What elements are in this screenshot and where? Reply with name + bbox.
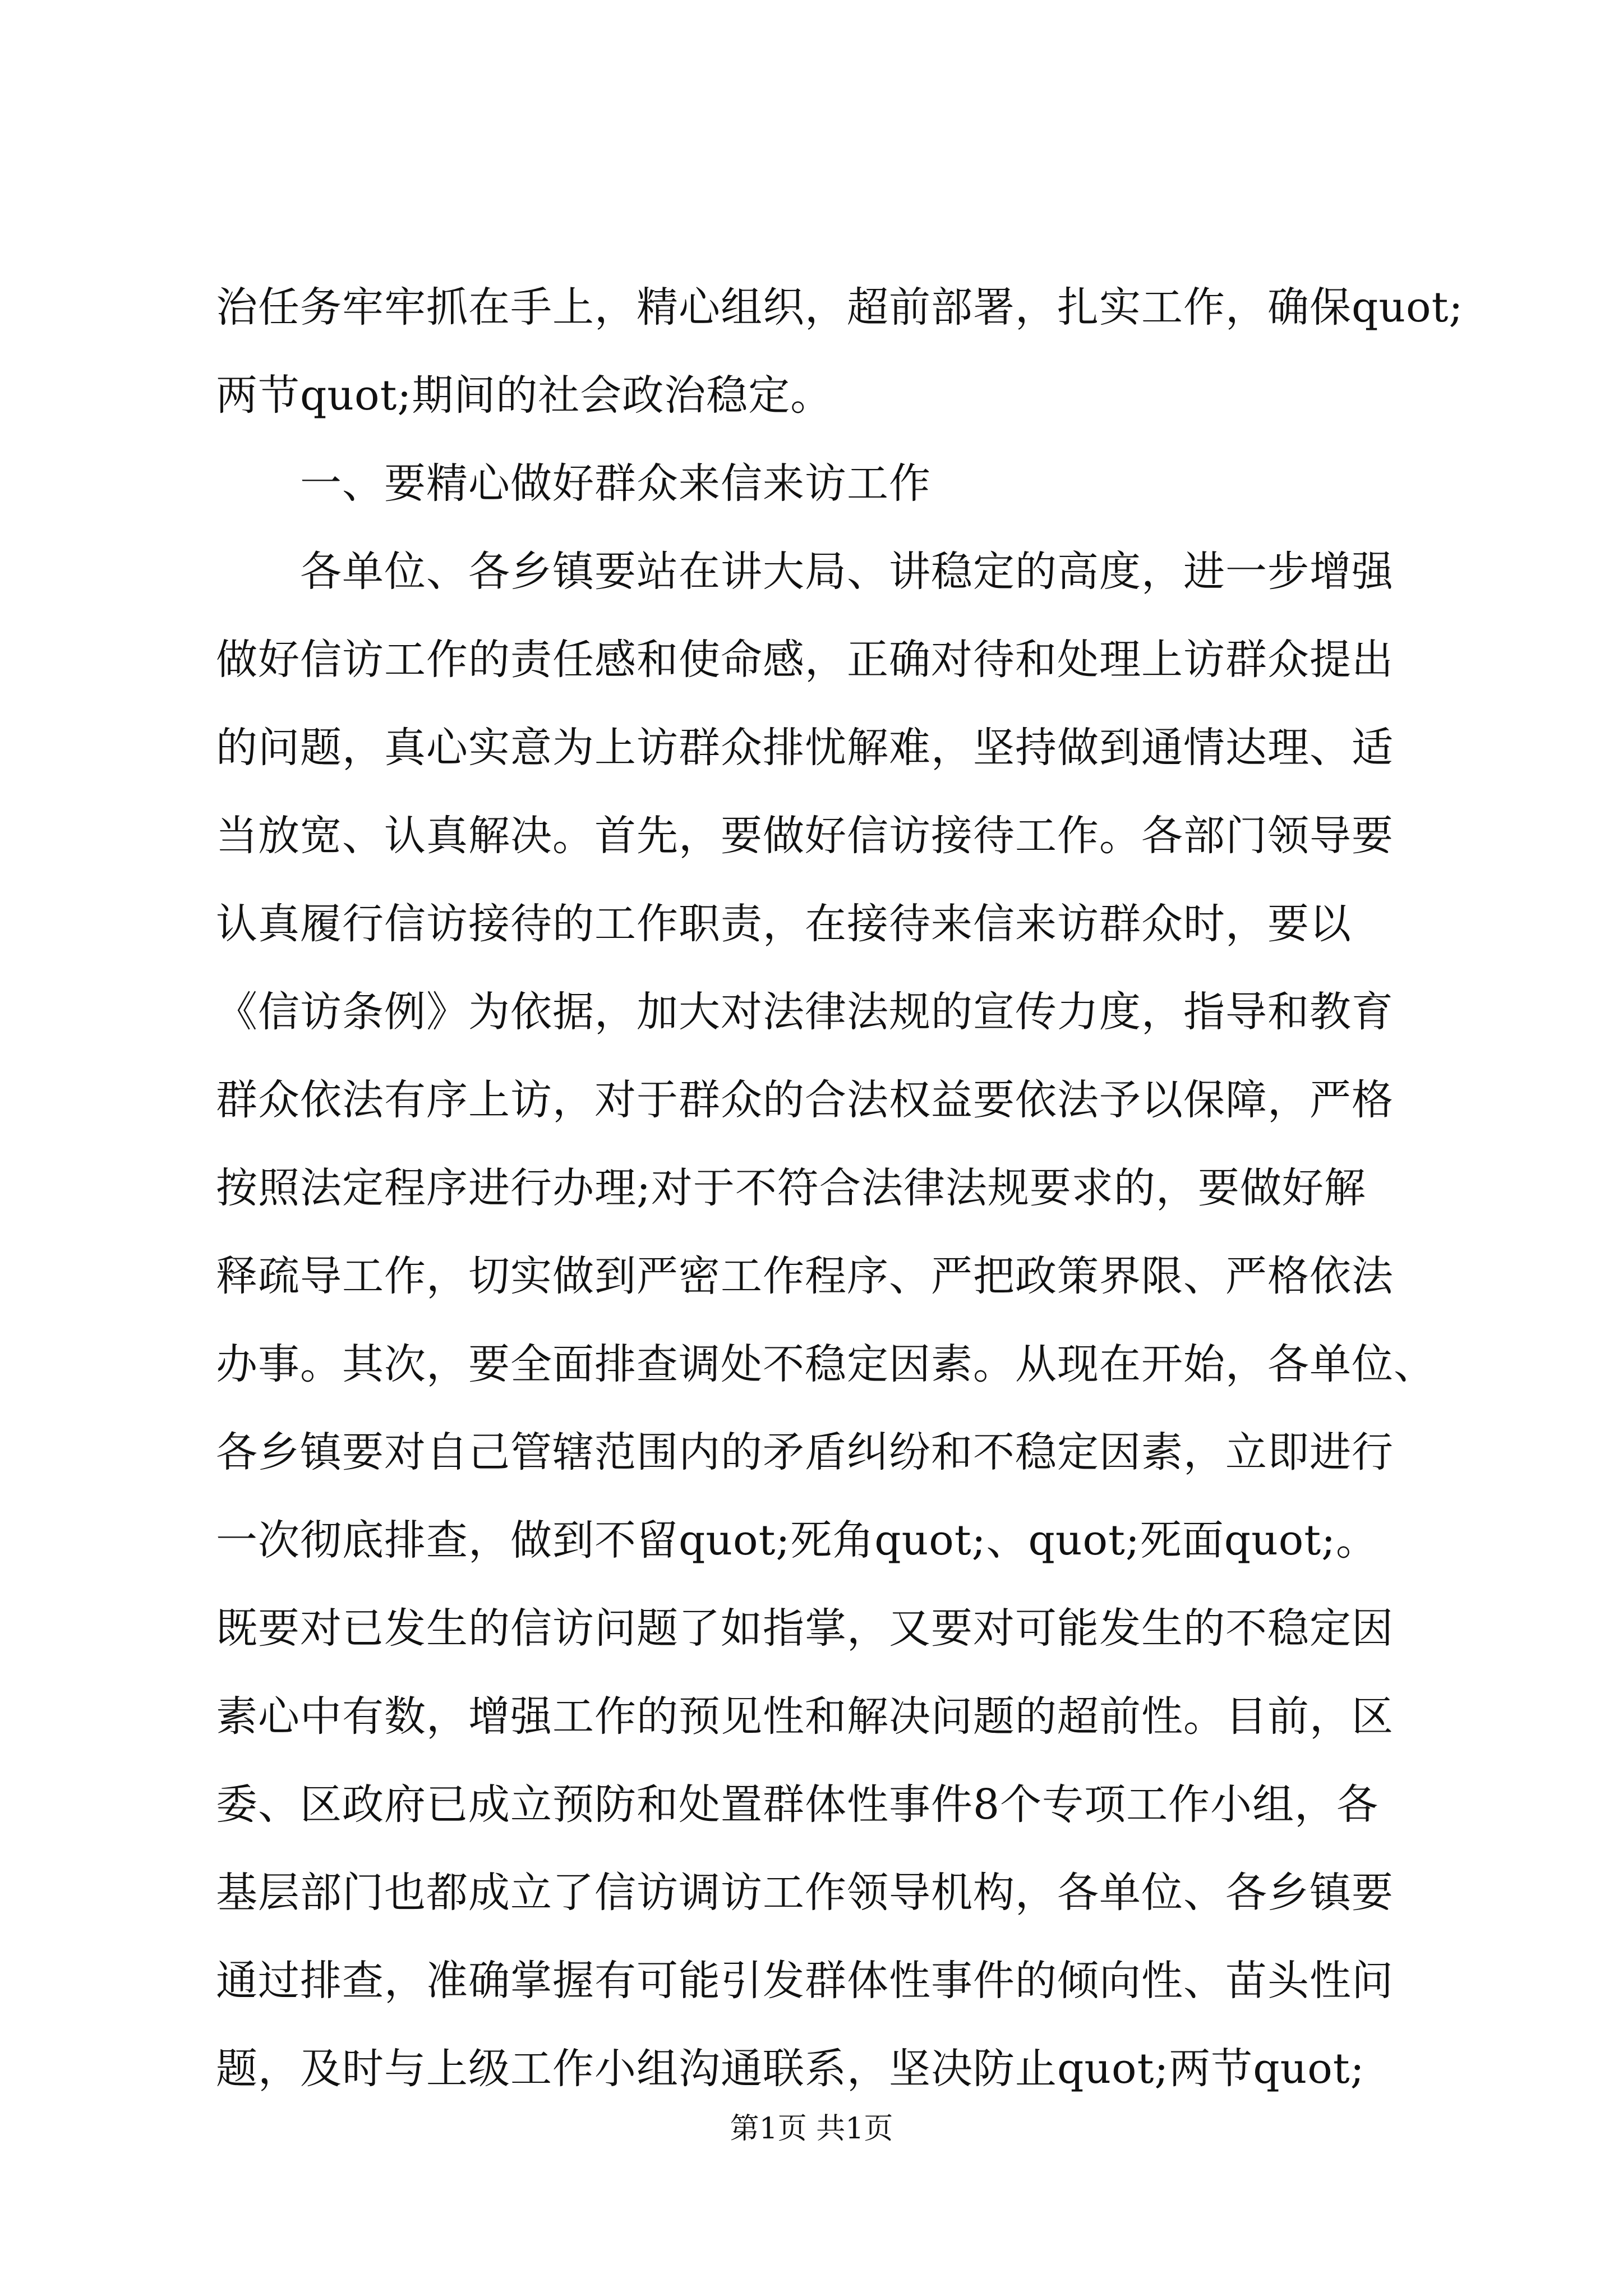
text-line: 基层部门也都成立了信访调访工作领导机构，各单位、各乡镇要 (216, 1869, 1394, 1917)
text-line: 通过排查，准确掌握有可能引发群体性事件的倾向性、苗头性问 (216, 1957, 1394, 2005)
text-line: 办事。其次，要全面排查调处不稳定因素。从现在开始，各单位、 (216, 1340, 1436, 1388)
text-line: 做好信访工作的责任感和使命感，正确对待和处理上访群众提出 (216, 636, 1394, 684)
text-line: 一次彻底排查，做到不留quot;死角quot;、quot;死面quot;。 (216, 1516, 1378, 1565)
text-line: 按照法定程序进行办理;对于不符合法律法规要求的，要做好解 (216, 1164, 1366, 1212)
text-line: 群众依法有序上访，对于群众的合法权益要依法予以保障，严格 (216, 1076, 1394, 1124)
text-line: 的问题，真心实意为上访群众排忧解难，坚持做到通情达理、适 (216, 724, 1394, 772)
document-body (216, 264, 1464, 2113)
text-line: 委、区政府已成立预防和处置群体性事件8个专项工作小组，各 (216, 1780, 1379, 1829)
text-line: 既要对已发生的信访问题了如指掌，又要对可能发生的不稳定因 (216, 1604, 1394, 1653)
text-line: 释疏导工作，切实做到严密工作程序、严把政策界限、严格依法 (216, 1252, 1394, 1300)
text-line: 各乡镇要对自己管辖范围内的矛盾纠纷和不稳定因素，立即进行 (216, 1428, 1394, 1476)
text-line: 两节quot;期间的社会政治稳定。 (216, 371, 833, 420)
section-heading: 一、要精心做好群众来信来访工作 (300, 459, 931, 508)
text-line: 治任务牢牢抓在手上，精心组织，超前部署，扎实工作，确保quot; (216, 283, 1464, 332)
text-line: 《信访条例》为依据，加大对法律法规的宣传力度，指导和教育 (216, 988, 1394, 1036)
text-line: 题，及时与上级工作小组沟通联系，坚决防止quot;两节quot; (216, 2045, 1365, 2093)
page-footer: 第1页 共1页 (730, 2112, 893, 2146)
text-line: 认真履行信访接待的工作职责，在接待来信来访群众时，要以 (216, 900, 1352, 948)
text-line: 当放宽、认真解决。首先，要做好信访接待工作。各部门领导要 (216, 812, 1394, 860)
text-line: 素心中有数，增强工作的预见性和解决问题的超前性。目前，区 (216, 1692, 1394, 1741)
text-line: 各单位、各乡镇要站在讲大局、讲稳定的高度，进一步增强 (300, 547, 1394, 596)
